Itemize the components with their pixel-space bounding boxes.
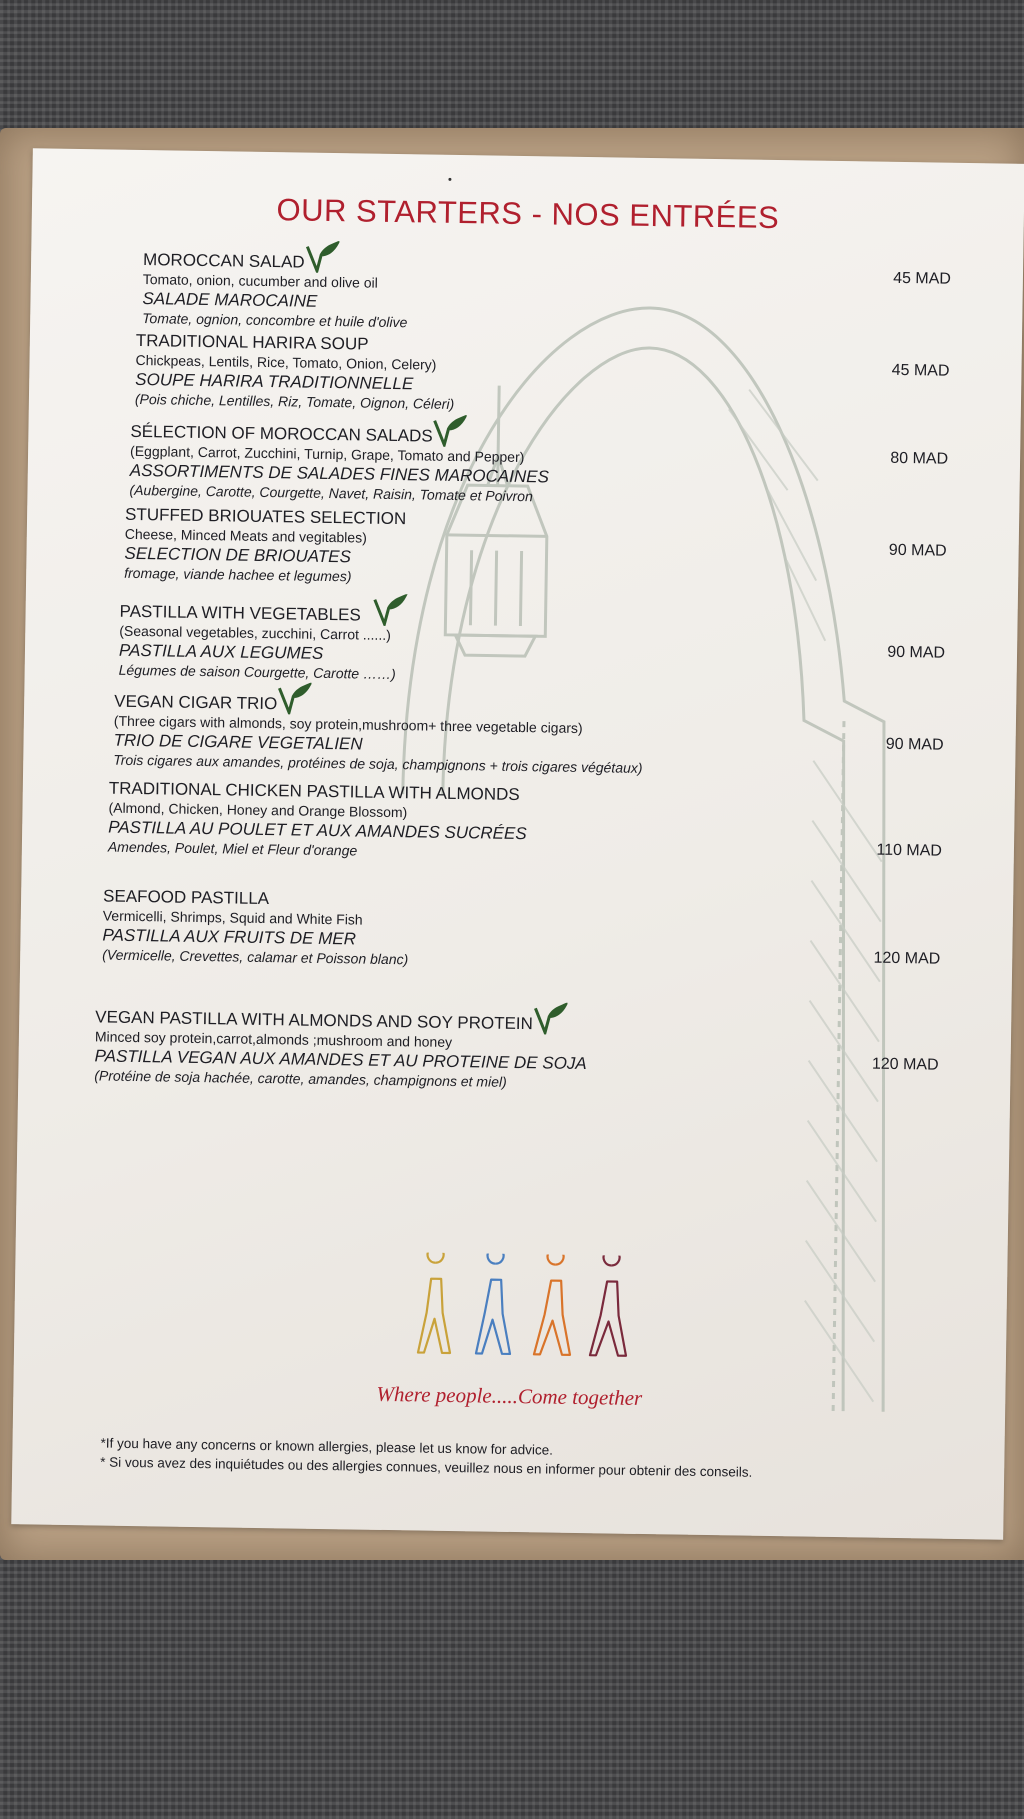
item-desc-en: Vermicelli, Shrimps, Squid and White Fish [102, 907, 363, 928]
item-desc-en: Minced soy protein,carrot,almonds ;mushroom and honey [94, 1028, 453, 1050]
item-desc-fr: Légumes de saison Courgette, Carotte ……) [118, 661, 396, 683]
item-name-en: SEAFOOD PASTILLA [102, 886, 270, 909]
item-price: 45 MAD [893, 269, 952, 288]
item-name-fr: PASTILLA VEGAN AUX AMANDES ET AU PROTEINE DE SOJA [94, 1046, 587, 1074]
item-desc-fr: fromage, viande hachee et legumes) [124, 564, 352, 585]
vegan-leaf-icon [302, 241, 338, 274]
menu-item-vegan-cigar-trio [113, 680, 794, 780]
menu-item-harira-soup [135, 330, 776, 418]
item-name-fr: SELECTION DE BRIOUATES [124, 543, 352, 567]
item-desc-en: (Three cigars with almonds, soy protein,mushroom+ three vegetable cigars) [113, 712, 583, 737]
punch-hole [448, 178, 451, 181]
item-name-en: MOROCCAN SALAD [142, 250, 305, 272]
item-price: 90 MAD [887, 643, 946, 662]
item-price: 90 MAD [888, 541, 947, 560]
menu-item-vegetable-pastilla [119, 590, 760, 689]
allergy-note-en: *If you have any concerns or known allergies, please let us know for advice. [100, 1435, 554, 1458]
vegan-leaf-icon [371, 594, 415, 627]
item-desc-en: (Seasonal vegetables, zucchini, Carrot ......) [119, 622, 391, 643]
menu-item-chicken-pastilla [108, 778, 789, 867]
walking-people-logo [404, 1252, 646, 1366]
restaurant-tagline: Where people.....Come together [376, 1381, 643, 1411]
item-name-fr: SOUPE HARIRA TRADITIONNELLE [135, 369, 414, 394]
menu-item-moroccan-salad [142, 238, 783, 337]
item-desc-fr: (Protéine de soja hachée, carotte, amandes, champignons et miel) [94, 1067, 507, 1090]
item-price: 120 MAD [871, 1055, 939, 1074]
menu-item-vegan-pastilla [94, 995, 815, 1095]
menu-item-moroccan-salads-selection [129, 410, 770, 509]
item-name-en: PASTILLA WITH VEGETABLES [119, 601, 361, 625]
item-name-fr: TRIO DE CIGARE VEGETALIEN [113, 730, 363, 754]
item-name-en: TRADITIONAL CHICKEN PASTILLA WITH ALMONDS [108, 778, 520, 805]
item-name-fr: PASTILLA AUX FRUITS DE MER [102, 925, 357, 949]
item-name-fr: ASSORTIMENTS DE SALADES FINES MAROCAINES [129, 460, 550, 487]
item-price: 80 MAD [890, 449, 949, 468]
item-desc-fr: Tomate, ognion, concombre et huile d'olive [142, 310, 408, 331]
item-name-en: SÉLECTION OF MOROCCAN SALADS [130, 421, 433, 446]
menu-sheet [11, 148, 1024, 1539]
item-price: 120 MAD [873, 949, 941, 968]
vegan-leaf-icon [531, 1002, 567, 1035]
item-desc-fr: Amendes, Poulet, Miel et Fleur d'orange [107, 838, 358, 859]
vegan-leaf-icon [431, 415, 467, 448]
item-desc-en: Tomato, onion, cucumber and olive oil [142, 271, 378, 291]
item-name-fr: PASTILLA AUX LEGUMES [118, 640, 324, 663]
menu-item-seafood-pastilla [102, 885, 743, 973]
item-desc-fr: (Aubergine, Carotte, Courgette, Navet, Raisin, Tomate et Poivron [129, 481, 533, 505]
item-price: 90 MAD [885, 735, 944, 754]
vegan-leaf-icon [275, 682, 311, 715]
item-desc-en: (Almond, Chicken, Honey and Orange Blossom) [108, 799, 408, 821]
item-desc-en: (Eggplant, Carrot, Zucchini, Turnip, Grape, Tomato and Pepper) [130, 442, 525, 466]
menu-title: OUR STARTERS - NOS ENTRÉES [276, 192, 780, 236]
item-price: 110 MAD [876, 841, 943, 860]
item-name-en: VEGAN CIGAR TRIO [114, 691, 278, 714]
item-name-fr: SALADE MAROCAINE [142, 289, 318, 311]
item-desc-en: Cheese, Minced Meats and vegitables) [124, 525, 367, 546]
item-desc-fr: Trois cigares aux amandes, protéines de soja, champignons + trois cigares végétaux) [113, 751, 643, 776]
allergy-note-fr: * Si vous avez des inquiétudes ou des allergies connues, veuillez nous en informer pour obtenir des conseils. [100, 1454, 753, 1480]
item-desc-fr: (Pois chiche, Lentilles, Riz, Tomate, Oignon, Céleri) [134, 390, 455, 412]
item-name-en: VEGAN PASTILLA WITH ALMONDS AND SOY PROTEIN [95, 1007, 534, 1034]
item-desc-en: Chickpeas, Lentils, Rice, Tomato, Onion, Celery) [135, 351, 437, 373]
item-name-fr: PASTILLA AU POULET ET AUX AMANDES SUCRÉES [108, 817, 527, 844]
item-price: 45 MAD [891, 361, 950, 380]
item-name-en: STUFFED BRIOUATES SELECTION [124, 504, 407, 529]
item-name-en: TRADITIONAL HARIRA SOUP [135, 330, 369, 354]
item-desc-fr: (Vermicelle, Crevettes, calamar et Poisson blanc) [102, 946, 409, 968]
menu-item-briouates [124, 504, 765, 592]
